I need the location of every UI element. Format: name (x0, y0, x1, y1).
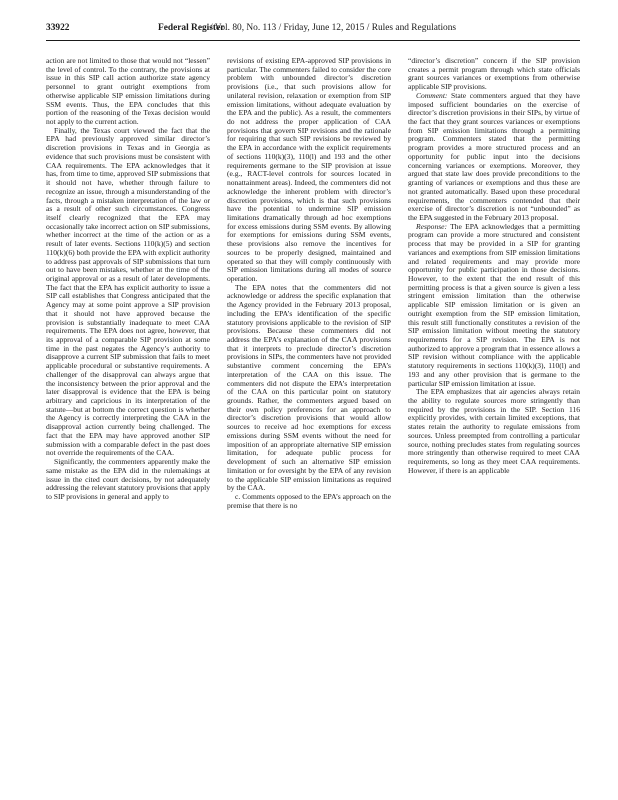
issue-details: / Vol. 80, No. 113 / Friday, June 12, 2015 / Rules and Regulations (210, 23, 457, 33)
text-column-2 (227, 57, 391, 781)
paragraph: c. Comments opposed to the EPA’s approach on the premise that there is no (227, 491, 391, 510)
text-column-1 (46, 57, 210, 781)
text-column-3 (408, 57, 580, 781)
paragraph (408, 223, 580, 389)
header-rule (46, 40, 580, 41)
paragraph: The EPA emphasizes that air agencies always retain the ability to regulate sources more stringently than required by the provisions in the SIP. Section 116 explicitly provides, with certain limited exceptions, that states retain the authority to regulate emissions from sources. Unless preempted from controlling a particular source, nothing precludes states from regulating sources more stringently than otherwise required to meet CAA requirements, so long as they meet CAA requirements. However, if there is an applicable (408, 387, 580, 475)
paragraph: “director’s discretion” concern if the SIP provision creates a permit program through which state officials grant sources variances or exemptions from otherwise applicable SIP provisions. (408, 57, 580, 92)
paragraph (408, 92, 580, 223)
publication-title: Federal Register (158, 23, 225, 33)
paragraph-text: The EPA acknowledges that a permitting program can provide a more structured and consistent process that may be provided in a SIP for granting variances and exemptions from SIP emission limitations and related requirements and may provide more opportunity for public participation in those decisions. However, to the extent that the end result of this permitting process is that a given source is given a less stringent emission limitation than the otherwise applicable SIP emission limitation or is given an outright exemption from the SIP emission limitation, this result still functionally constitutes a revision of the SIP emission limitation without meeting the statutory requirements for a SIP revision. The EPA is not authorized to approve a program that in essence allows a SIP revision without compliance with the applicable statutory requirements in sections 110(k)(3), 110(l) and 193 and any other provision that is germane to the particular SIP emission limitation at issue. (408, 221, 580, 388)
running-header (46, 21, 580, 35)
paragraph: The EPA notes that the commenters did not acknowledge or address the specific explanation that the Agency provided in the February 2013 proposal, including the EPA’s identification of the specific statutory provisions applicable to the revision of SIP provisions. Because these commenters did not address the EPA’s explanation of the CAA provisions that it interprets to preclude director’s discretion provisions in SIPs, the commenters have not provided substantive comment concerning the EPA’s interpretation of the CAA on this issue. The commenters did not dispute the EPA’s interpretation of the CAA on this particular point on statutory grounds. Rather, the commenters argued based on their own policy preferences for an approach to director’s discretion provisions that would allow sources to receive ad hoc exemptions for excess emissions during SSM events without the need for imposition of an appropriate alternative SIP emission limitation, for adequate public process for development of such an alternative SIP emission limitation or for oversight by the EPA of any revision to the applicable SIP emission limitations as required by the CAA. (227, 282, 391, 493)
paragraph: revisions of existing EPA-approved SIP provisions in particular. The commenters failed to consider the core problem with unbounded director’s discretion provisions (i.e., that such provisions allow for unilateral revision, relaxation or exemption from SIP emission limitations, without adequate evaluation by the EPA and the public). As a result, the commenters do not address the proper application of CAA provisions that govern SIP revisions and the rationale for requiring that such SIP revisions be reviewed by the EPA in accordance with the explicit requirements of sections 110(k)(3), 110(l) and 193 and the other requirements germane to the SIP provision at issue (e.g., RACT-level controls for sources located in nonattainment areas). Indeed, the commenters did not acknowledge the inherent problem with director’s discretion provisions, which is that such provisions have the potential to undermine SIP emission limitations dramatically through ad hoc exemptions for excess emissions during SSM events. By allowing for exemptions for emissions during SSM events, these provisions also remove the incentives for sources to be properly designed, maintained and operated so that they will comply continuously with SIP emission limitations during all modes of source operation. (227, 57, 391, 283)
paragraph-text: State commenters argued that they have imposed sufficient boundaries on the exercise of director’s discretion provisions in their SIPs, by virtue of the fact that they grant sources variances or exemptions from SIP emission limitations through a permitting program. Commenters stated that the permitting program provides a more structured process and an opportunity for public input into the decisions concerning variances or exemptions. Moreover, they argued that state law does provide preconditions to the granting of variances or exemptions and thus these are not granted automatically. Based upon these procedural requirements, the commenters contended that their exercise of director’s discretion is not “unbounded” as the EPA suggested in the February 2013 proposal. (408, 90, 580, 222)
comment-label: Comment: (416, 90, 448, 100)
paragraph: Significantly, the commenters apparently make the same mistake as the EPA did in the rulemakings at issue in the cited court decisions, by not adequately addressing the relevant statutory provisions that apply to SIP provisions in general and apply to (46, 457, 210, 501)
paragraph: action are not limited to those that would not “lessen” the level of control. To the contrary, the provisions at issue in this SIP call action authorize state agency personnel to grant outright exemptions from otherwise applicable SIP emission limitations during SSM events. Thus, the EPA concludes that this portion of the reasoning of the Texas decision would not apply to the current action. (46, 57, 210, 127)
paragraph: Finally, the Texas court viewed the fact that the EPA had previously approved similar director’s discretion provisions in Texas and in Georgia as evidence that such provisions must be consistent with CAA requirements. The EPA acknowledges that it has, from time to time, approved SIP submissions that it should not have, whether through failure to recognize an issue, through a misunderstanding of the facts, through a mistaken interpretation of the law or as a result of other such circumstances. Congress itself clearly recognized that the EPA may occasionally take incorrect action on SIP submissions, whether incorrect at the time of the action or as a result of later events. Sections 110(k)(5) and section 110(k)(6) both provide the EPA with explicit authority to address past approvals of SIP submissions that turn out to have been mistakes, whether at the time of the original approval or as a result of later developments. The fact that the EPA has explicit authority to issue a SIP call establishes that Congress anticipated that the Agency may at some point approve a SIP provision that it should not have approved because the provision is substantially inadequate to meet CAA requirements. The EPA does not agree, however, that its approval of a comparable SIP provision at some time in the past negates the Agency’s authority to disapprove a current SIP submission that fails to meet applicable procedural or substantive requirements. A challenger of the disapproval can always argue that the inconsistency between the prior approval and the later disapproval is evidence that the EPA is being arbitrary and capricious in its interpretation of the statute—but at bottom the correct question is whether the Agency is correctly interpreting the CAA in the disapproval action currently being challenged. The fact that the EPA may have approved another SIP submission with a comparable defect in the past does not override the requirements of the CAA. (46, 125, 210, 458)
page-number: 33922 (46, 23, 70, 33)
response-label: Response: (416, 221, 448, 231)
